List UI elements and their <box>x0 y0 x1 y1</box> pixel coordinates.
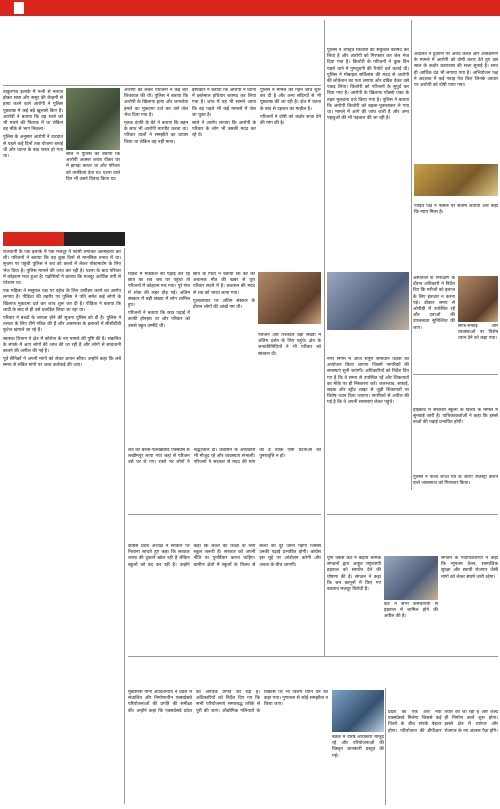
schools-body: हाईकोर्ट में सरकारी स्कूलों के विलय के मामले में सुनवाई जारी है। याचिकाकर्ताओं ने कहा कि इससे बच्चों की पढ़ाई प्रभावित होगी। <box>413 408 498 426</box>
front-headline-block <box>327 516 498 554</box>
uttar-headline-block <box>388 690 498 708</box>
divider <box>128 514 321 515</box>
divider <box>324 20 325 656</box>
sar-box-header <box>3 232 125 246</box>
doctor-photo <box>458 276 498 322</box>
anita-body: पुलिस ने अपहृत किशोरी को सकुशल बरामद कर लिया है और आरोपी को गिरफ्तार कर जेल भेज दिया गया है। किशोरी के परिजनों ने कुछ दिन पहले थाने में गुमशुदगी की रिपोर्ट दर्ज कराई थी। पुलिस ने मोबाइल सर्विलांस की मदद से आरोपी की लोकेशन का पता लगाया और दबिश देकर उसे पकड़ लिया। किशोरी को परिजनों के सुपुर्द कर दिया गया है। आरोपी के खिलाफ पॉक्सो एक्ट के तहत मुकदमा दर्ज किया गया है। पुलिस ने बताया कि आरोपी किशोरी को बहला-फुसलाकर ले गया था। मामले में आगे की जांच जारी है और अन्य पहलुओं की भी पड़ताल की जा रही है। <box>327 48 409 122</box>
page-header <box>0 0 500 16</box>
divider <box>124 248 125 804</box>
anita-headline-block <box>327 20 409 46</box>
lead-body-col-1: ठाकुरगंज इलाके में पत्नी से नाराज़ होकर सास और ससुर की बेरहमी से हत्या करने वाले आरोपी ने पुलिस पूछताछ में कई बड़े खुलासे किए हैं। आरोपी ने बताया कि वह साले को भी मारने की फिराक में था लेकिन वह मौके से भाग निकला। पुलिस के अनुसार आरोपी ने वारदात से पहले कई दिनों तक योजना बनाई थी और घटना के बाद फरार हो गया था। <box>3 90 63 160</box>
divider <box>128 656 498 657</box>
dukan-photo <box>414 164 498 196</box>
mbbs-headline-block <box>128 232 321 268</box>
nagar-headline-block <box>327 333 409 355</box>
divider <box>411 20 412 490</box>
mbbs-body-continued: शव को बरेली-फर्रुखाबाद एक्सप्रेस से लखीमपुर लाया गया जहां से परिजन उसे घर ले गए। रास्ते भर लोगों ने श्रद्धांजलि दी। प्रशासन के अधिकारी भी मौजूद रहे और व्यवस्थाएं संभालीं। परिजनों ने सरकार से मदद की मांग की है ताकि ऐसी घटनाओं की पुनरावृत्ति न हो। <box>128 448 321 466</box>
mariz-headline-block <box>413 246 498 274</box>
mariz-body-2: साफ-सफाई और व्यवस्थाओं पर विशेष ध्यान देने को कहा गया। <box>458 324 498 342</box>
mbbs-photo <box>258 272 321 324</box>
janch-body: पुलिस ने फर्जी शपथ पत्र के जरिए रजिस्ट्री कराने वाले जालसाज को गिरफ्तार किया। <box>413 475 498 487</box>
dukan-body-2: पीड़ित पक्ष ने फैसले पर संतोष जताया और कहा कि न्याय मिला है। <box>414 204 498 216</box>
mariz-body: अस्पताल के निरीक्षण के दौरान अधिकारी ने निर्देश दिए कि मरीजों को इलाज के लिए इंतजार न करना पड़े। डॉक्टर समय से ओपीडी में उपस्थित रहें और दवाओं की उपलब्धता सुनिश्चित की जाए। <box>413 276 455 331</box>
mbbs-body-col-1: विदेश में मेडिकल की पढ़ाई कर रहे छात्र का शव जब घर पहुंचा तो परिजनों में कोहराम मच गया। पूरे गांव में शोक की लहर दौड़ गई। अंतिम संस्कार में बड़ी संख्या में लोग शामिल हुए। परिजनों ने बताया कि छात्र पढ़ाई में काफी होनहार था और परिवार को उससे बहुत उम्मीदें थीं। <box>128 272 190 329</box>
lead-body-col-2: साले ने पुलिस को बताया कि आरोपी अक्सर शराब पीकर घर में झगड़ा करता था और परिवार को धमकियां देता था। घटना वाले दिन भी उसने विवाद किया था। <box>66 152 120 182</box>
divider <box>413 374 498 375</box>
uttar-body: प्रदेश को एक और नया एक्सप्रेसवे मिलेगा जिससे कई जिलों के बीच संपर्क बेहतर होगा। परियोजना की डीपीआर तैयार की जा रही है और जल्द ही निर्माण कार्य शुरू होगा। इससे क्षेत्र में व्यापार और रोजगार के नए अवसर पैदा होंगे। <box>388 710 498 734</box>
nagar-body: नगर निगम में आज संपूर्ण समाधान दिवस का आयोजन किया जाएगा जिसमें नागरिकों की समस्याएं सुनी जाएंगी। अधिकारियों को निर्देश दिए गए हैं कि वे समय से उपस्थित रहें और शिकायतों का मौके पर ही निस्तारण करें। जलभराव, सफाई, सड़क और स्ट्रीट लाइट से जुड़ी शिकायतों पर विशेष ध्यान दिया जाएगा। नागरिकों से अपील की गई है कि वे अपनी समस्याएं लेकर पहुंचें। <box>327 357 409 406</box>
sar-label <box>3 232 64 246</box>
dukan-headline-block <box>414 21 498 49</box>
lead-body-col-4: इंस्पेक्टर ने बताया कि आरोपी ने घटना में इस्तेमाल हथियार बरामद कर लिया गया है। जांच में यह भी सामने आया कि वह पहले भी कई मामलों में जेल जा चुका है। साले ने आरोप लगाया कि आरोपी के परिवार के लोग भी उसकी मदद कर रहे थे। <box>192 88 256 139</box>
mbbs-body-col-2: छात्र के पिता ने बताया कि बेटे की अचानक मौत की खबर से पूरा परिवार सदमे में है। प्रशासन की मदद से शव को भारत लाया गया। गुलालाघाट पर अंतिम संस्कार के दौरान लोगों की आंखें नम थीं। <box>193 272 255 311</box>
economy-body: मुख्यमंत्री योगी आदित्यनाथ ने प्रदेश में संचालित और निर्माणाधीन एक्सप्रेसवे परियोजनाओं की प्रगति की समीक्षा की। उन्होंने कहा कि एक्सप्रेसवे प्रदेश की आर्थिक प्रगति की रीढ़ हैं। अधिकारियों को निर्देश दिए गए कि सभी परियोजनाएं समयबद्ध तरीके से पूरी की जाएं। औद्योगिक गलियारों के विकास पर भी विशेष ध्यान देने को कहा गया। गुणवत्ता से कोई समझौता न किया जाए। <box>128 690 328 714</box>
front-body-2: फ्रंट ने सभी कर्मचारियों से हड़ताल में शामिल होने की अपील की है। <box>384 602 438 620</box>
mbbs-sub-block <box>128 434 321 446</box>
divider <box>385 688 386 805</box>
sharab-headline-block <box>128 516 321 542</box>
mbbs-body-col-3: परिजन और रिश्तेदार बड़ी संख्या में अंतिम दर्शन के लिए पहुंचे। क्षेत्र के जनप्रतिनिधियों ने भी परिवार को सांत्वना दी। <box>258 333 321 357</box>
pashu-block <box>327 490 498 512</box>
front-body-1: यूपी वर्कर्स फ्रंट ने केंद्रीय श्रमिक संगठनों द्वारा आहूत राष्ट्रव्यापी हड़ताल को समर्थन देने की घोषणा की है। संगठन ने कहा कि श्रम कानूनों में किए गए बदलाव मजदूर विरोधी हैं। <box>327 556 381 593</box>
accused-photo <box>66 88 120 150</box>
lead-body-col-3: आरोपी को लेकर परिजनों ने कई बार शिकायत की थी। पुलिस ने बताया कि आरोपी के खिलाफ हत्या और जानलेवा हमले का मुकदमा दर्ज कर उसे जेल भेज दिया गया है। मृतक दंपति के बेटे ने बताया कि बहन के साथ भी आरोपी मारपीट करता था। परिवार वालों ने समझौते का प्रयास किया था लेकिन वह नहीं माना। <box>124 88 188 145</box>
economy-photo <box>332 690 384 732</box>
lead-headline-block <box>3 20 321 84</box>
dukan-body: अदालत ने दुकानों पर अवैध कब्जे और अतिक्रमण के मामले में आरोपी को दोषी करार देते हुए दस साल के कठोर कारावास की सजा सुनाई है। साथ ही आर्थिक दंड भी लगाया गया है। अभियोजन पक्ष ने अदालत में कई गवाह पेश किए जिनके आधार पर आरोपी को दोषी पाया गया। <box>414 52 498 89</box>
divider <box>327 514 498 515</box>
front-photo <box>384 556 438 600</box>
schools-headline-block <box>413 376 498 406</box>
economy-headline-block <box>128 658 498 688</box>
lead-body-col-5: पुलिस ने मामले की गहन जांच शुरू कर दी है और अन्य संदिग्धों से भी पूछताछ की जा रही है। क्षेत्र में घटना के बाद से दहशत का माहौल है। परिजनों ने दोषी को कठोर सजा देने की मांग की है। <box>260 88 321 127</box>
janch-headline-block <box>413 450 498 474</box>
sharab-body: कांग्रेस प्रदेश अध्यक्ष ने सरकार पर निशाना साधते हुए कहा कि सरकार शराब की दुकानें खोल रही है लेकिन स्कूलों को बंद कर रही है। उन्होंने कहा कि बच्चों की शिक्षा के लिए स्कूल जरूरी हैं। सरकार को अपनी नीति पर पुनर्विचार करना चाहिए। ग्रामीण क्षेत्रों में स्कूलों के विलय से बच्चों को दूर जाना पड़ेगा जिससे उनकी पढ़ाई प्रभावित होगी। कांग्रेस इस मुद्दे पर आंदोलन करेगी और जनता के बीच जाएगी। <box>128 544 321 568</box>
nagar-photo <box>327 272 409 330</box>
sar-box-content: राजधानी के एक इलाके में एक मजदूर ने फांसी लगाकर आत्महत्या कर ली। परिजनों ने बताया कि वह कुछ दिनों से मानसिक तनाव में था। सूचना पर पहुंची पुलिस ने शव को कब्जे में लेकर पोस्टमार्टम के लिए भेज दिया है। पुलिस मामले की जांच कर रही है। घटना के बाद परिवार में कोहराम मचा हुआ है। पड़ोसियों ने बताया कि मजदूर आर्थिक तंगी से परेशान था। एक महिला ने ससुराल पक्ष पर दहेज के लिए उत्पीड़न करने का आरोप लगाया है। पीड़िता की तहरीर पर पुलिस ने पति समेत कई लोगों के खिलाफ मुकदमा दर्ज कर जांच शुरू कर दी है। पीड़िता ने बताया कि शादी के बाद से ही उसे प्रताड़ित किया जा रहा था। परिवार ने बच्चों के लापता होने की सूचना पुलिस को दी है। पुलिस ने तलाश के लिए टीमें गठित की हैं और आसपास के इलाकों में सीसीटीवी फुटेज खंगाले जा रहे हैं। स्वास्थ्य विभाग ने क्षेत्र में कोरोना के नए मामले की पुष्टि की है। संक्रमित के संपर्क में आए लोगों की जांच की जा रही है और लोगों से सावधानी बरतने की अपील की गई है। पूर्व सैनिकों ने अपनी मांगों को लेकर ज्ञापन सौंपा। उन्होंने कहा कि लंबे समय से लंबित मांगों पर जल्द कार्रवाई की जाए। <box>3 250 121 369</box>
economy-body-2: बैठक में वरिष्ठ अधिकारी मौजूद रहे और परियोजनाओं की विस्तृत जानकारी प्रस्तुत की गई। <box>332 735 384 759</box>
divider <box>3 85 321 86</box>
section-subtitle <box>14 2 24 14</box>
front-body-3: संगठन के पदाधिकारियों ने कहा कि न्यूनतम वेतन, सामाजिक सुरक्षा और स्थायी रोजगार जैसी मांगों को लेकर संघर्ष जारी रहेगा। <box>441 556 498 580</box>
sankshep-label <box>64 232 125 246</box>
